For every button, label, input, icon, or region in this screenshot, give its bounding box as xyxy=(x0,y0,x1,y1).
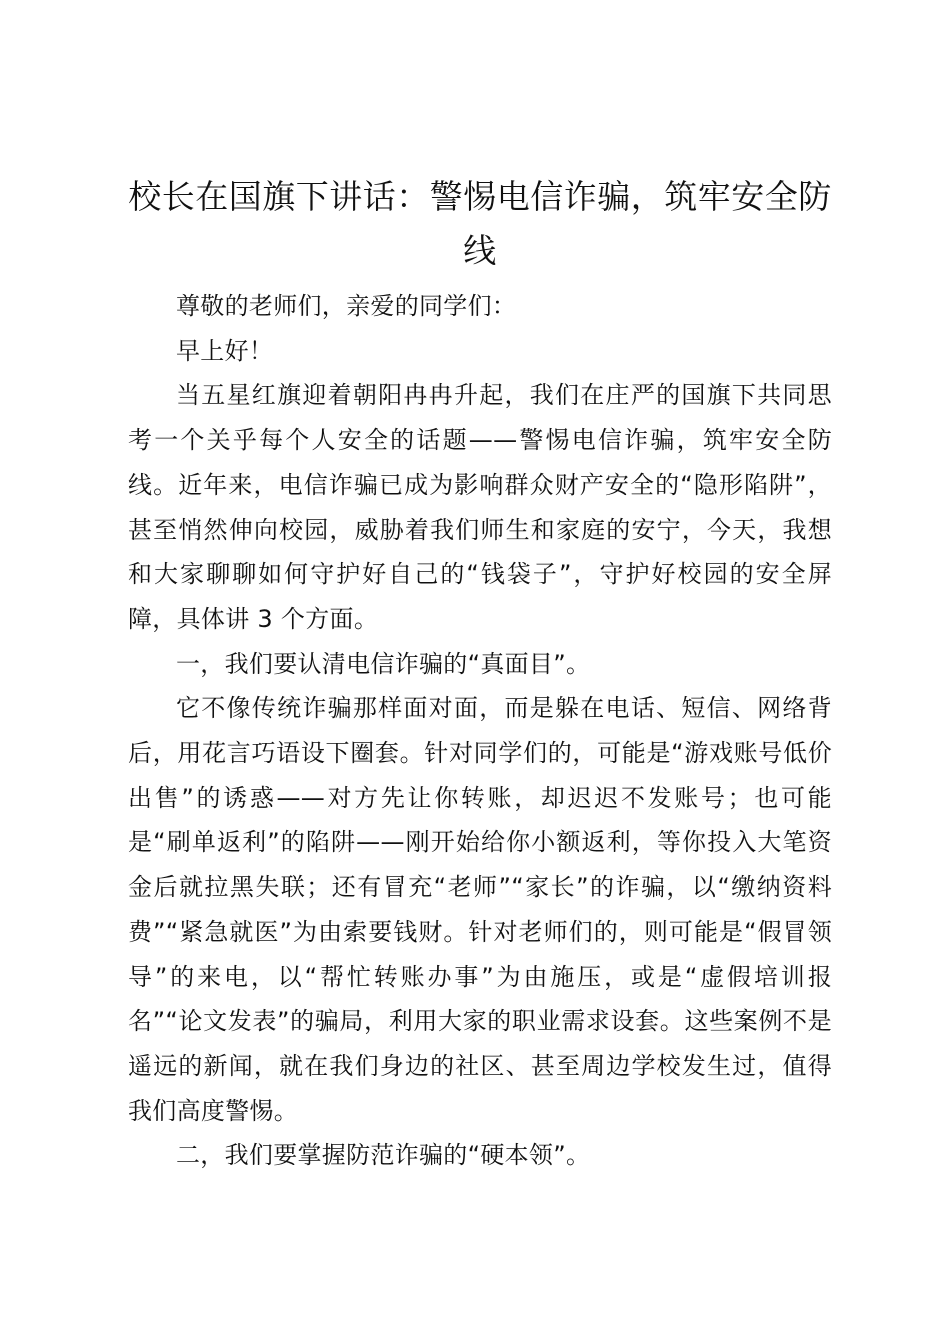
intro-paragraph: 当五星红旗迎着朝阳冉冉升起，我们在庄严的国旗下共同思考一个关乎每个人安全的话题——警惕电信诈骗，筑牢安全防线。近年来，电信诈骗已成为影响群众财产安全的“隐形陷阱”，甚至悄然伸向校园，威胁着我们师生和家庭的安宁，今天，我想和大家聊聊如何守护好自己的“钱袋子”，守护好校园的安全屏障，具体讲 3 个方面。 xyxy=(128,381,832,633)
section-one-heading: 一，我们要认清电信诈骗的“真面目”。 xyxy=(176,649,591,678)
greeting-paragraph: 尊敬的老师们，亲爱的同学们： xyxy=(176,292,517,320)
document-title: 校长在国旗下讲话：警惕电信诈骗，筑牢安全防线 xyxy=(128,177,832,270)
document-page xyxy=(128,170,832,1178)
section-one-body: 它不像传统诈骗那样面对面，而是躲在电话、短信、网络背后，用花言巧语设下圈套。针对同学们的，可能是“游戏账号低价出售”的诱惑——对方先让你转账，却迟迟不发账号；也可能是“刷单返利”的陷阱——刚开始给你小额返利，等你投入大笔资金后就拉黑失联；还有冒充“老师”“家长”的诈骗，以“缴纳资料费”“紧急就医”为由索要钱财。针对老师们的，则可能是“假冒领导”的来电，以“帮忙转账办事”为由施压，或是“虚假培训报名”“论文发表”的骗局，利用大家的职业需求设套。这些案例不是遥远的新闻，就在我们身边的社区、甚至周边学校发生过，值得我们高度警惕。 xyxy=(128,694,832,1125)
section-two-heading: 二，我们要掌握防范诈骗的“硬本领”。 xyxy=(176,1141,591,1170)
good-morning-paragraph: 早上好！ xyxy=(176,336,274,365)
